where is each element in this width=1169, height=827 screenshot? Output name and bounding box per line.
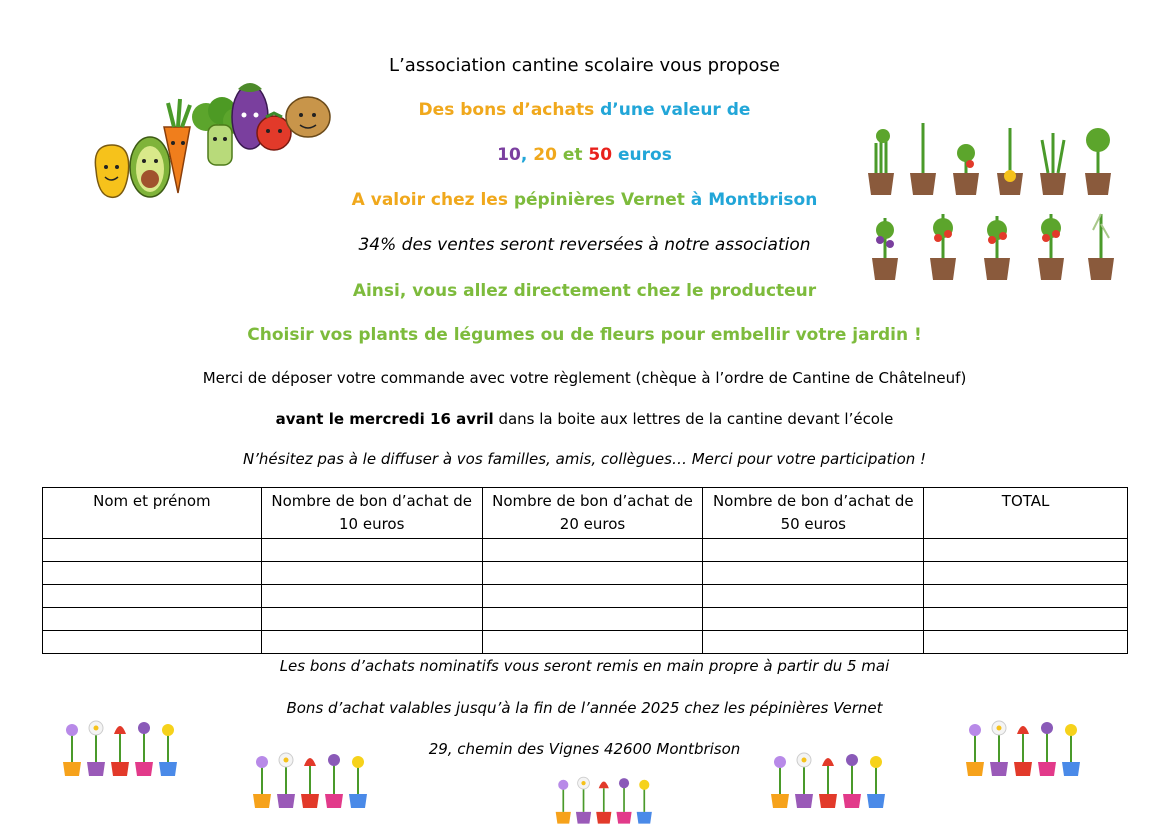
table-cell[interactable] (482, 585, 703, 608)
table-cell[interactable] (482, 631, 703, 654)
table-cell[interactable] (43, 585, 262, 608)
table-cell[interactable] (261, 539, 482, 562)
table-cell[interactable] (482, 539, 703, 562)
table-cell[interactable] (43, 539, 262, 562)
col-total: TOTAL (924, 488, 1128, 539)
footer-line-1: Les bons d’achats nominatifs vous seront remis en main propre à partir du 5 mai (279, 657, 890, 675)
table-cell[interactable] (43, 631, 262, 654)
value-10: 10 (497, 145, 521, 165)
table-cell[interactable] (703, 631, 924, 654)
percent-line: 34% des ventes seront reversées à notre association (358, 235, 811, 255)
offer-part2: d’une valeur de (600, 100, 751, 120)
direct-line: Ainsi, vous allez directement chez le producteur (352, 281, 817, 301)
table-cell[interactable] (482, 608, 703, 631)
table-cell[interactable] (261, 585, 482, 608)
values-unit: euros (618, 145, 672, 165)
values-separator: , (520, 145, 528, 165)
share-line: N’hésitez pas à le diffuser à vos familles, amis, collègues… Merci pour votre participation ! (242, 450, 927, 468)
table-row (43, 539, 1128, 562)
intro-line: L’association cantine scolaire vous propose (389, 55, 780, 76)
value-20: 20 (533, 145, 557, 165)
table-row (43, 562, 1128, 585)
choose-line: Choisir vos plants de légumes ou de fleurs pour embellir votre jardin ! (247, 325, 922, 345)
deadline-bold: avant le mercredi 16 avril (275, 410, 494, 428)
table-cell[interactable] (924, 539, 1128, 562)
where-part3: à (690, 190, 703, 210)
table-cell[interactable] (924, 562, 1128, 585)
table-cell[interactable] (924, 585, 1128, 608)
order-table (42, 487, 1128, 654)
where-line (0, 190, 1169, 210)
flower-pots-image (538, 773, 678, 827)
col-50-euros: Nombre de bon d’achat de 50 euros (703, 488, 924, 539)
deposit-line: Merci de déposer votre commande avec votre règlement (chèque à l’ordre de Cantine de Châtelneuf) (202, 369, 967, 387)
table-cell[interactable] (261, 631, 482, 654)
table-header-row (43, 488, 1128, 539)
col-name: Nom et prénom (43, 488, 262, 539)
table-row (43, 608, 1128, 631)
where-part4: Montbrison (708, 190, 818, 210)
col-20-euros: Nombre de bon d’achat de 20 euros (482, 488, 703, 539)
footer-address: 29, chemin des Vignes 42600 Montbrison (428, 740, 741, 758)
table-cell[interactable] (924, 608, 1128, 631)
table-cell[interactable] (924, 631, 1128, 654)
values-conjunction: et (562, 145, 583, 165)
deadline-line (0, 410, 1169, 428)
col-10-euros: Nombre de bon d’achat de 10 euros (261, 488, 482, 539)
table-cell[interactable] (43, 562, 262, 585)
table-cell[interactable] (482, 562, 703, 585)
where-part1: A valoir chez les (351, 190, 508, 210)
offer-part1: Des bons d’achats (418, 100, 595, 120)
table-cell[interactable] (261, 562, 482, 585)
table-cell[interactable] (703, 585, 924, 608)
table-row (43, 585, 1128, 608)
value-50: 50 (588, 145, 613, 165)
deadline-rest: dans la boite aux lettres de la cantine devant l’école (493, 410, 894, 428)
table-body (43, 539, 1128, 654)
table-cell[interactable] (703, 562, 924, 585)
table-cell[interactable] (703, 608, 924, 631)
offer-line (0, 100, 1169, 120)
table-cell[interactable] (261, 608, 482, 631)
footer-line-2: Bons d’achat valables jusqu’à la fin de l’année 2025 chez les pépinières Vernet (286, 699, 883, 717)
table-cell[interactable] (703, 539, 924, 562)
table-cell[interactable] (43, 608, 262, 631)
table-row (43, 631, 1128, 654)
values-line (0, 145, 1169, 165)
where-part2: pépinières Vernet (513, 190, 685, 210)
